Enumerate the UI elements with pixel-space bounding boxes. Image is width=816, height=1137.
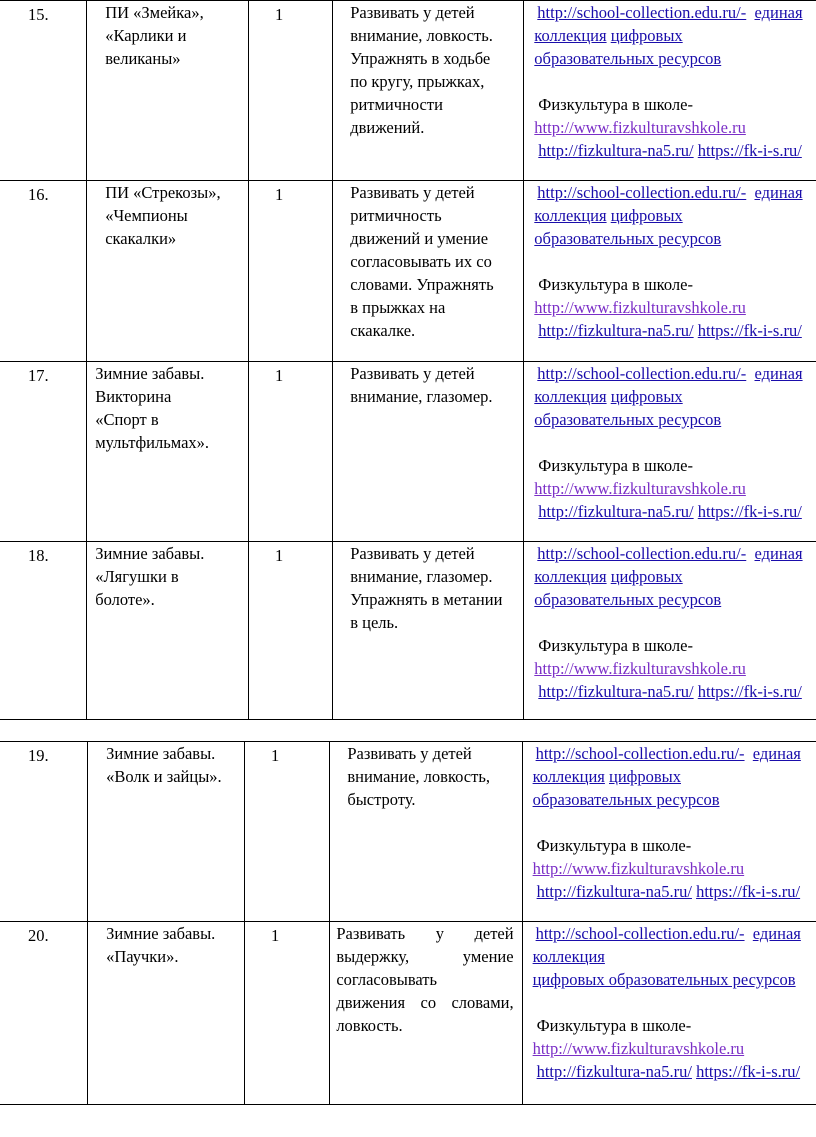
collection-word-link[interactable]: коллекция xyxy=(532,767,605,786)
row-number: 20. xyxy=(0,922,88,1105)
collection-word-link[interactable]: образовательных ресурсов xyxy=(534,590,722,609)
table-row xyxy=(0,181,816,362)
activity-goal xyxy=(330,922,522,1105)
goal-line: внимание, глазомер. xyxy=(350,567,493,586)
row-number: 19. xyxy=(0,742,88,922)
fk-i-s-link[interactable]: https://fk-i-s.ru/ xyxy=(697,141,802,160)
goal-line: Развивать у детей xyxy=(350,183,475,202)
resources-cell xyxy=(524,1,816,181)
goal-line: в прыжках на xyxy=(350,298,446,317)
activity-name-line: мультфильмах». xyxy=(95,433,210,452)
fizkulturavshkole-link[interactable]: http://www.fizkulturavshkole.ru xyxy=(534,118,746,137)
activity-name xyxy=(87,181,249,362)
activity-name-line: Зимние забавы. xyxy=(95,364,205,383)
collection-word-link[interactable]: цифровых xyxy=(610,206,683,225)
activity-name-line: «Паучки». xyxy=(106,947,179,966)
activity-goal xyxy=(330,742,522,922)
hours-count: 1 xyxy=(249,181,333,362)
hours-count: 1 xyxy=(244,742,329,922)
activity-name-line: «Спорт в xyxy=(95,410,159,429)
school-collection-link[interactable]: http://school-collection.edu.ru/- xyxy=(537,183,747,202)
activity-name xyxy=(87,1,249,181)
goal-line: ритмичность xyxy=(350,206,442,225)
fizkultura-na5-link[interactable]: http://fizkultura-na5.ru/ xyxy=(538,682,694,701)
activity-name-line: ПИ «Стрекозы», xyxy=(105,183,221,202)
fizkulturavshkole-link[interactable]: http://www.fizkulturavshkole.ru xyxy=(534,659,746,678)
goal-line: Развивать у детей xyxy=(350,364,475,383)
activity-name xyxy=(88,922,245,1105)
goal-line: словами. Упражнять xyxy=(350,275,494,294)
resources-cell xyxy=(522,742,816,922)
goal-line: Упражнять в метании xyxy=(350,590,503,609)
school-collection-link[interactable]: http://school-collection.edu.ru/- xyxy=(535,924,745,943)
fizkultura-na5-link[interactable]: http://fizkultura-na5.ru/ xyxy=(538,502,694,521)
row-number: 15. xyxy=(0,1,87,181)
activity-goal xyxy=(333,542,524,720)
fizkultura-label: Физкультура в школе- xyxy=(538,636,693,655)
school-collection-link[interactable]: http://school-collection.edu.ru/- xyxy=(537,3,747,22)
activity-name-line: «Карлики и xyxy=(105,26,187,45)
activity-name-line: Зимние забавы. xyxy=(95,544,205,563)
goal-line: выдержку, умение xyxy=(336,947,514,966)
collection-word-link[interactable]: образовательных ресурсов xyxy=(534,49,722,68)
goal-line: внимание, глазомер. xyxy=(350,387,493,406)
fizkultura-na5-link[interactable]: http://fizkultura-na5.ru/ xyxy=(538,321,694,340)
fizkulturavshkole-link[interactable]: http://www.fizkulturavshkole.ru xyxy=(532,1039,745,1058)
resources-cell xyxy=(524,362,816,542)
fk-i-s-link[interactable]: https://fk-i-s.ru/ xyxy=(696,1062,801,1081)
collection-word-link[interactable]: коллекция xyxy=(534,206,607,225)
goal-line: Упражнять в ходьбе xyxy=(350,49,491,68)
lesson-table-page-part-2 xyxy=(0,741,816,1105)
collection-word-link[interactable]: образовательных ресурсов xyxy=(534,229,722,248)
goal-line: ритмичности xyxy=(350,95,443,114)
activity-name-line: «Чемпионы xyxy=(105,206,188,225)
fk-i-s-link[interactable]: https://fk-i-s.ru/ xyxy=(697,502,802,521)
fizkultura-label: Физкультура в школе- xyxy=(538,275,693,294)
fizkultura-na5-link[interactable]: http://fizkultura-na5.ru/ xyxy=(538,141,694,160)
hours-count: 1 xyxy=(249,542,333,720)
activity-name-line: «Волк и зайцы». xyxy=(106,767,222,786)
table-row xyxy=(0,742,816,922)
table-row xyxy=(0,922,816,1105)
collection-word-link[interactable]: образовательных ресурсов xyxy=(532,790,720,809)
fizkultura-label: Физкультура в школе- xyxy=(536,836,692,855)
goal-line: согласовывать xyxy=(336,970,438,989)
collection-word-link[interactable]: цифровых xyxy=(609,767,681,786)
goal-line: в цель. xyxy=(350,613,399,632)
activity-name-line: Зимние забавы. xyxy=(106,924,216,943)
resources-cell xyxy=(522,922,816,1105)
collection-word-link[interactable]: цифровых xyxy=(610,567,683,586)
collection-word-link[interactable]: коллекция xyxy=(534,26,607,45)
fk-i-s-link[interactable]: https://fk-i-s.ru/ xyxy=(696,882,801,901)
goal-line: Развивать у детей xyxy=(347,744,472,763)
collection-word-link[interactable]: цифровых xyxy=(610,26,683,45)
row-number: 18. xyxy=(0,542,87,720)
fizkulturavshkole-link[interactable]: http://www.fizkulturavshkole.ru xyxy=(532,859,745,878)
collection-word-link[interactable]: коллекция xyxy=(532,947,605,966)
activity-name-line: «Лягушки в xyxy=(95,567,179,586)
fk-i-s-link[interactable]: https://fk-i-s.ru/ xyxy=(697,682,802,701)
activity-goal xyxy=(333,181,524,362)
row-number: 16. xyxy=(0,181,87,362)
goal-line: Развивать у детей xyxy=(350,3,475,22)
table-row xyxy=(0,362,816,542)
activity-name-line: ПИ «Змейка», xyxy=(105,3,204,22)
school-collection-link[interactable]: http://school-collection.edu.ru/- xyxy=(537,364,747,383)
fizkultura-na5-link[interactable]: http://fizkultura-na5.ru/ xyxy=(536,882,692,901)
activity-name-line: великаны» xyxy=(105,49,181,68)
hours-count: 1 xyxy=(249,362,333,542)
collection-word-link[interactable]: цифровых xyxy=(610,387,683,406)
goal-line: быстроту. xyxy=(347,790,416,809)
resources-cell xyxy=(524,181,816,362)
collection-word-link[interactable]: единая xyxy=(754,364,803,383)
fizkultura-label: Физкультура в школе- xyxy=(538,95,693,114)
hours-count: 1 xyxy=(244,922,329,1105)
fk-i-s-link[interactable]: https://fk-i-s.ru/ xyxy=(697,321,802,340)
collection-word-link[interactable]: единая xyxy=(752,924,801,943)
goal-line: по кругу, прыжках, xyxy=(350,72,485,91)
collection-word-link[interactable]: единая xyxy=(754,183,803,202)
fizkulturavshkole-link[interactable]: http://www.fizkulturavshkole.ru xyxy=(534,479,746,498)
collection-word-link[interactable]: образовательных ресурсов xyxy=(534,410,722,429)
goal-line: внимание, ловкость, xyxy=(347,767,490,786)
row-number: 17. xyxy=(0,362,87,542)
activity-goal xyxy=(333,362,524,542)
resources-cell xyxy=(524,542,816,720)
activity-name xyxy=(88,742,245,922)
fizkulturavshkole-link[interactable]: http://www.fizkulturavshkole.ru xyxy=(534,298,746,317)
fizkultura-label: Физкультура в школе- xyxy=(538,456,693,475)
collection-word-link[interactable]: единая xyxy=(752,744,801,763)
school-collection-link[interactable]: http://school-collection.edu.ru/- xyxy=(537,544,747,563)
fizkultura-na5-link[interactable]: http://fizkultura-na5.ru/ xyxy=(536,1062,692,1081)
table-row xyxy=(0,1,816,181)
collection-words-link[interactable]: цифровых образовательных ресурсов xyxy=(532,970,796,989)
activity-name-line: Зимние забавы. xyxy=(106,744,216,763)
goal-line: скакалке. xyxy=(350,321,416,340)
goal-line: внимание, ловкость. xyxy=(350,26,493,45)
fizkultura-label: Физкультура в школе- xyxy=(536,1016,692,1035)
goal-line: согласовывать их со xyxy=(350,252,492,271)
goal-line: Развивать у детей xyxy=(350,544,475,563)
activity-name xyxy=(87,542,249,720)
goal-line: Развивать у детей xyxy=(336,924,514,943)
collection-word-link[interactable]: коллекция xyxy=(534,567,607,586)
goal-line: движений и умение xyxy=(350,229,489,248)
goal-line: движений. xyxy=(350,118,425,137)
hours-count: 1 xyxy=(249,1,333,181)
collection-word-link[interactable]: единая xyxy=(754,3,803,22)
activity-name xyxy=(87,362,249,542)
activity-name-line: Викторина xyxy=(95,387,172,406)
goal-line: движения со словами, xyxy=(336,993,514,1012)
goal-line: ловкость. xyxy=(336,1016,403,1035)
collection-word-link[interactable]: единая xyxy=(754,544,803,563)
table-row xyxy=(0,542,816,720)
activity-name-line: скакалки» xyxy=(105,229,177,248)
school-collection-link[interactable]: http://school-collection.edu.ru/- xyxy=(535,744,745,763)
activity-name-line: болоте». xyxy=(95,590,155,609)
activity-goal xyxy=(333,1,524,181)
collection-word-link[interactable]: коллекция xyxy=(534,387,607,406)
